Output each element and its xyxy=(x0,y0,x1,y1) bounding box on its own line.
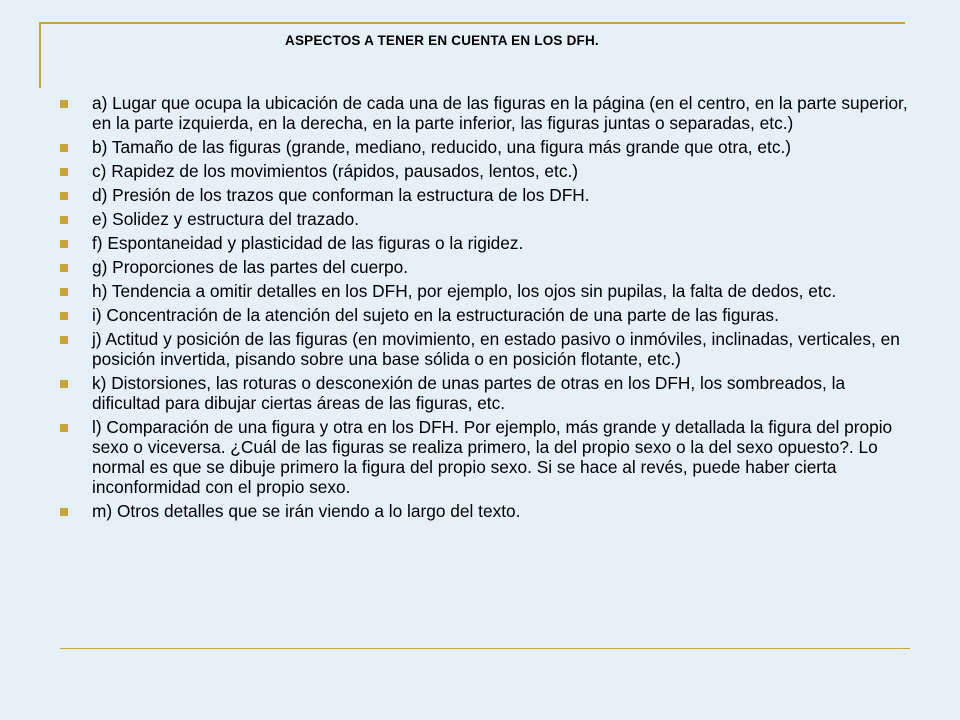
list-item-text: i) Concentración de la atención del sujeto en la estructuración de una parte de las figuras. xyxy=(92,305,779,325)
list-item xyxy=(58,257,918,277)
square-bullet-icon xyxy=(60,508,68,516)
list-item xyxy=(58,233,918,253)
top-rule xyxy=(40,22,905,24)
square-bullet-icon xyxy=(60,192,68,200)
list-item-text: c) Rapidez de los movimientos (rápidos, pausados, lentos, etc.) xyxy=(92,161,579,181)
square-bullet-icon xyxy=(60,216,68,224)
list-item xyxy=(58,281,918,301)
list-item-text: l) Comparación de una figura y otra en los DFH. Por ejemplo, más grande y detallada la figura del propio sexo o viceversa. ¿Cuál de las figuras se realiza primero, la del propio sexo o la del sexo opuesto?. Lo normal es que se dibuje primero la figura del propio sexo. Si se hace al revés, puede haber cierta inconformidad con el propio sexo. xyxy=(92,417,893,497)
list-item-text: g) Proporciones de las partes del cuerpo. xyxy=(92,257,409,277)
square-bullet-icon xyxy=(60,288,68,296)
list-item xyxy=(58,305,918,325)
list-item-text: e) Solidez y estructura del trazado. xyxy=(92,209,360,229)
bullet-list xyxy=(58,93,918,525)
list-item xyxy=(58,209,918,229)
list-item xyxy=(58,161,918,181)
square-bullet-icon xyxy=(60,336,68,344)
square-bullet-icon xyxy=(60,240,68,248)
square-bullet-icon xyxy=(60,168,68,176)
square-bullet-icon xyxy=(60,144,68,152)
list-item xyxy=(58,185,918,205)
list-item xyxy=(58,329,918,369)
list-item xyxy=(58,137,918,157)
list-item-text: a) Lugar que ocupa la ubicación de cada una de las figuras en la página (en el centro, en la parte superior, en la parte izquierda, en la derecha, en la parte inferior, las figuras juntas o separadas, etc.) xyxy=(92,93,908,133)
list-item-text: h) Tendencia a omitir detalles en los DFH, por ejemplo, los ojos sin pupilas, la falta de dedos, etc. xyxy=(92,281,837,301)
list-item-text: b) Tamaño de las figuras (grande, mediano, reducido, una figura más grande que otra, etc.) xyxy=(92,137,792,157)
list-item-text: f) Espontaneidad y plasticidad de las figuras o la rigidez. xyxy=(92,233,524,253)
square-bullet-icon xyxy=(60,312,68,320)
bottom-rule xyxy=(60,648,910,649)
list-item-text: k) Distorsiones, las roturas o desconexión de unas partes de otras en los DFH, los sombreados, la dificultad para dibujar ciertas áreas de las figuras, etc. xyxy=(92,373,846,413)
square-bullet-icon xyxy=(60,424,68,432)
slide-title: ASPECTOS A TENER EN CUENTA EN LOS DFH. xyxy=(285,33,599,48)
list-item xyxy=(58,373,918,413)
list-item-text: m) Otros detalles que se irán viendo a lo largo del texto. xyxy=(92,501,521,521)
left-rule xyxy=(39,22,41,88)
square-bullet-icon xyxy=(60,264,68,272)
list-item-text: j) Actitud y posición de las figuras (en movimiento, en estado pasivo o inmóviles, inclinadas, verticales, en posición invertida, pisando sobre una base sólida o en posición flotante, etc.) xyxy=(92,329,900,369)
list-item-text: d) Presión de los trazos que conforman la estructura de los DFH. xyxy=(92,185,590,205)
list-item xyxy=(58,93,918,133)
list-item xyxy=(58,501,918,521)
list-item xyxy=(58,417,918,497)
square-bullet-icon xyxy=(60,380,68,388)
square-bullet-icon xyxy=(60,100,68,108)
